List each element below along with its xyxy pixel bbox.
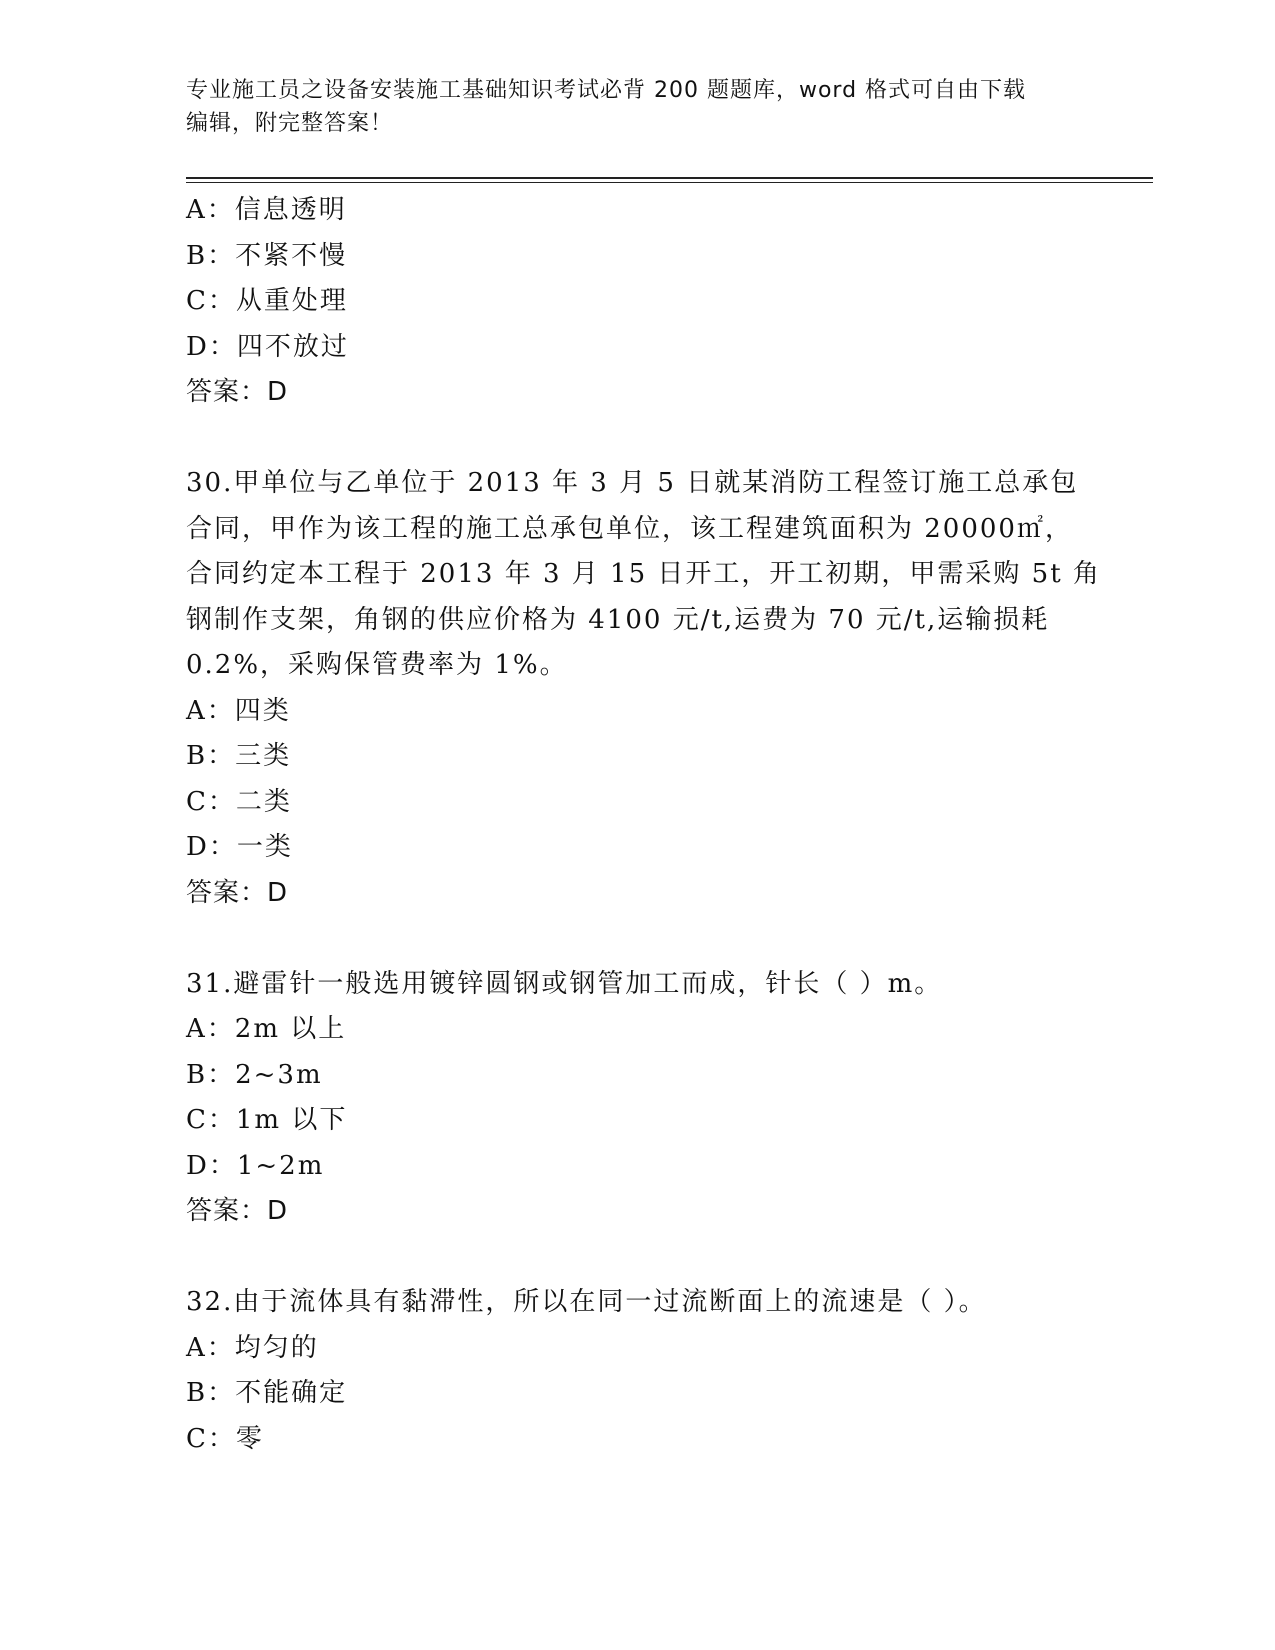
option-c: C：从重处理	[186, 286, 348, 316]
option-d: D：1~2m	[186, 1150, 325, 1181]
question-stem-line: 0.2%，采购保管费率为 1%。	[186, 650, 568, 680]
option-b: B：不紧不慢	[186, 240, 348, 271]
question-stem-line: 合同约定本工程于 2013 年 3 月 15 日开工，开工初期，甲需采购 5t 角	[186, 559, 1101, 589]
spacer	[186, 416, 1086, 462]
option-a: A：2m 以上	[186, 1014, 347, 1044]
spacer	[186, 916, 1086, 962]
option-c: C：零	[186, 1423, 264, 1454]
question-stem-line: 31.避雷针一般选用镀锌圆钢或钢管加工而成，针长（ ）m。	[186, 968, 943, 999]
option-c: C：1m 以下	[186, 1105, 348, 1135]
answer-line: 答案：D	[186, 877, 289, 908]
option-c: C：二类	[186, 786, 292, 817]
document-header	[186, 74, 1086, 140]
question-block-31	[186, 962, 1086, 1235]
header-divider-thick	[186, 177, 1153, 179]
header-line-1: 专业施工员之设备安装施工基础知识考试必背 200 题题库，word 格式可自由下载	[186, 78, 1027, 103]
header-divider-thin	[186, 182, 1153, 183]
option-d: D：一类	[186, 832, 293, 862]
header-line-2: 编辑，附完整答案！	[186, 111, 394, 136]
answer-line: 答案：D	[186, 1196, 289, 1226]
question-stem-line: 30.甲单位与乙单位于 2013 年 3 月 5 日就某消防工程签订施工总承包	[186, 468, 1079, 498]
question-block-32	[186, 1280, 1086, 1462]
option-b: B：三类	[186, 741, 292, 771]
option-b: B：不能确定	[186, 1378, 348, 1408]
option-d: D：四不放过	[186, 331, 349, 362]
option-a: A：四类	[186, 695, 291, 726]
question-stem-line: 合同，甲作为该工程的施工总承包单位，该工程建筑面积为 20000㎡，	[186, 513, 1073, 544]
question-block-30	[186, 461, 1101, 916]
option-a: A：信息透明	[186, 195, 347, 225]
question-block-29	[186, 188, 1086, 416]
question-content	[186, 188, 1101, 1462]
answer-line: 答案：D	[186, 377, 289, 407]
spacer	[186, 1235, 1086, 1281]
question-stem-line: 钢制作支架，角钢的供应价格为 4100 元/t,运费为 70 元/t,运输损耗	[186, 604, 1050, 635]
option-a: A：均匀的	[186, 1332, 319, 1363]
question-stem-line: 32.由于流体具有黏滞性，所以在同一过流断面上的流速是（ ）。	[186, 1287, 987, 1317]
option-b: B：2~3m	[186, 1059, 323, 1090]
